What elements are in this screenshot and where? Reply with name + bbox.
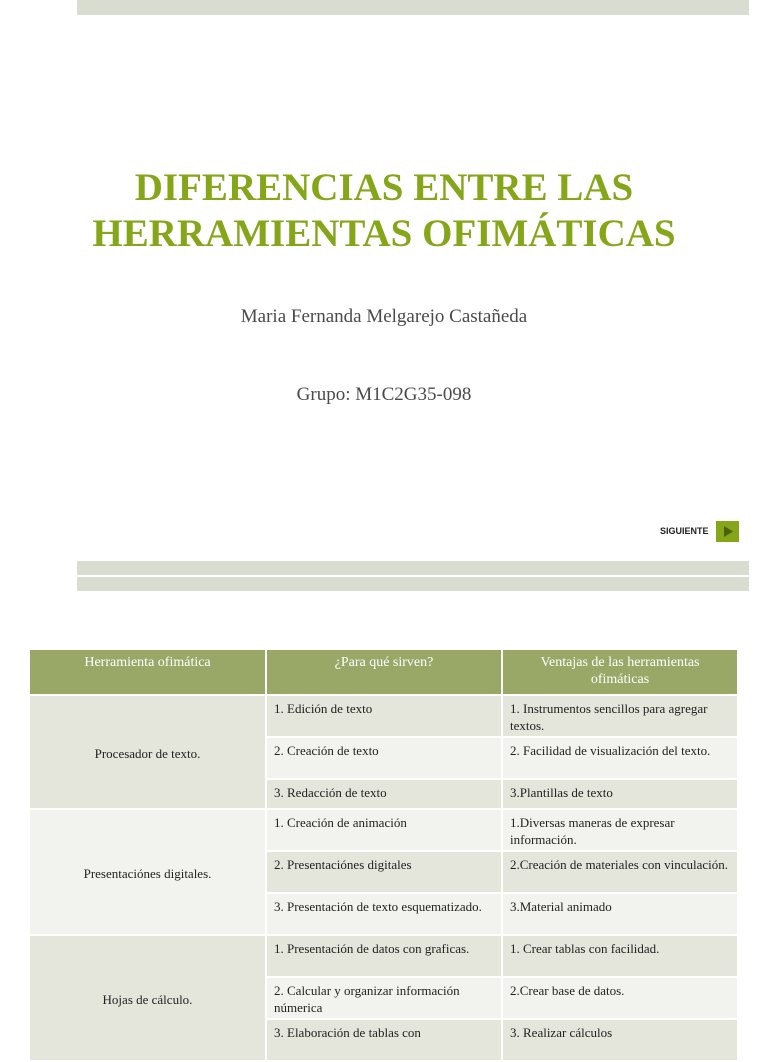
purpose-cell: 1. Creación de animación	[266, 809, 502, 851]
purpose-cell: 2. Presentaciónes digitales	[266, 851, 502, 893]
advantage-cell: 2. Facilidad de visualización del texto.	[502, 737, 738, 779]
purpose-cell: 1. Edición de texto	[266, 695, 502, 737]
advantage-cell: 1. Instrumentos sencillos para agregar textos.	[502, 695, 738, 737]
purpose-cell: 3. Presentación de texto esquematizado.	[266, 893, 502, 935]
author-name: Maria Fernanda Melgarejo Castañeda	[240, 306, 528, 327]
table-header-row	[30, 650, 738, 695]
purpose-cell: 2. Calcular y organizar información númerica	[266, 977, 502, 1019]
purpose-cell: 3. Elaboración de tablas con	[266, 1019, 502, 1061]
advantage-cell: 2.Creación de materiales con vinculación.	[502, 851, 738, 893]
advantage-cell: 3.Plantillas de texto	[502, 779, 738, 809]
group-label: Grupo: M1C2G35-098	[296, 384, 472, 405]
column-header-tool: Herramienta ofimática	[30, 650, 266, 695]
table-row	[30, 809, 738, 851]
advantage-cell: 2.Crear base de datos.	[502, 977, 738, 1019]
table-row	[30, 935, 738, 977]
play-arrow-icon	[716, 521, 739, 542]
tool-cell: Presentaciónes digitales.	[30, 809, 266, 935]
comparison-table	[30, 650, 739, 1062]
purpose-cell: 1. Presentación de datos con graficas.	[266, 935, 502, 977]
advantage-cell: 3. Realizar cálculos	[502, 1019, 738, 1061]
table-row	[30, 695, 738, 737]
tool-cell: Hojas de cálculo.	[30, 935, 266, 1061]
slide-separator-bar	[77, 577, 749, 591]
slide-title: DIFERENCIAS ENTRE LAS HERRAMIENTAS OFIMÁTICAS	[92, 166, 676, 255]
next-button[interactable]	[716, 521, 739, 542]
column-header-purpose: ¿Para qué sirven?	[266, 650, 502, 695]
advantage-cell: 1.Diversas maneras de expresar información.	[502, 809, 738, 851]
column-header-advantages: Ventajas de las herramientas ofimáticas	[502, 650, 738, 695]
next-label[interactable]: SIGUIENTE	[660, 526, 709, 536]
tool-cell: Procesador de texto.	[30, 695, 266, 809]
top-bar	[77, 0, 749, 15]
slide-separator-bar	[77, 561, 749, 575]
purpose-cell: 3. Redacción de texto	[266, 779, 502, 809]
purpose-cell: 2. Creación de texto	[266, 737, 502, 779]
advantage-cell: 3.Material animado	[502, 893, 738, 935]
advantage-cell: 1. Crear tablas con facilidad.	[502, 935, 738, 977]
